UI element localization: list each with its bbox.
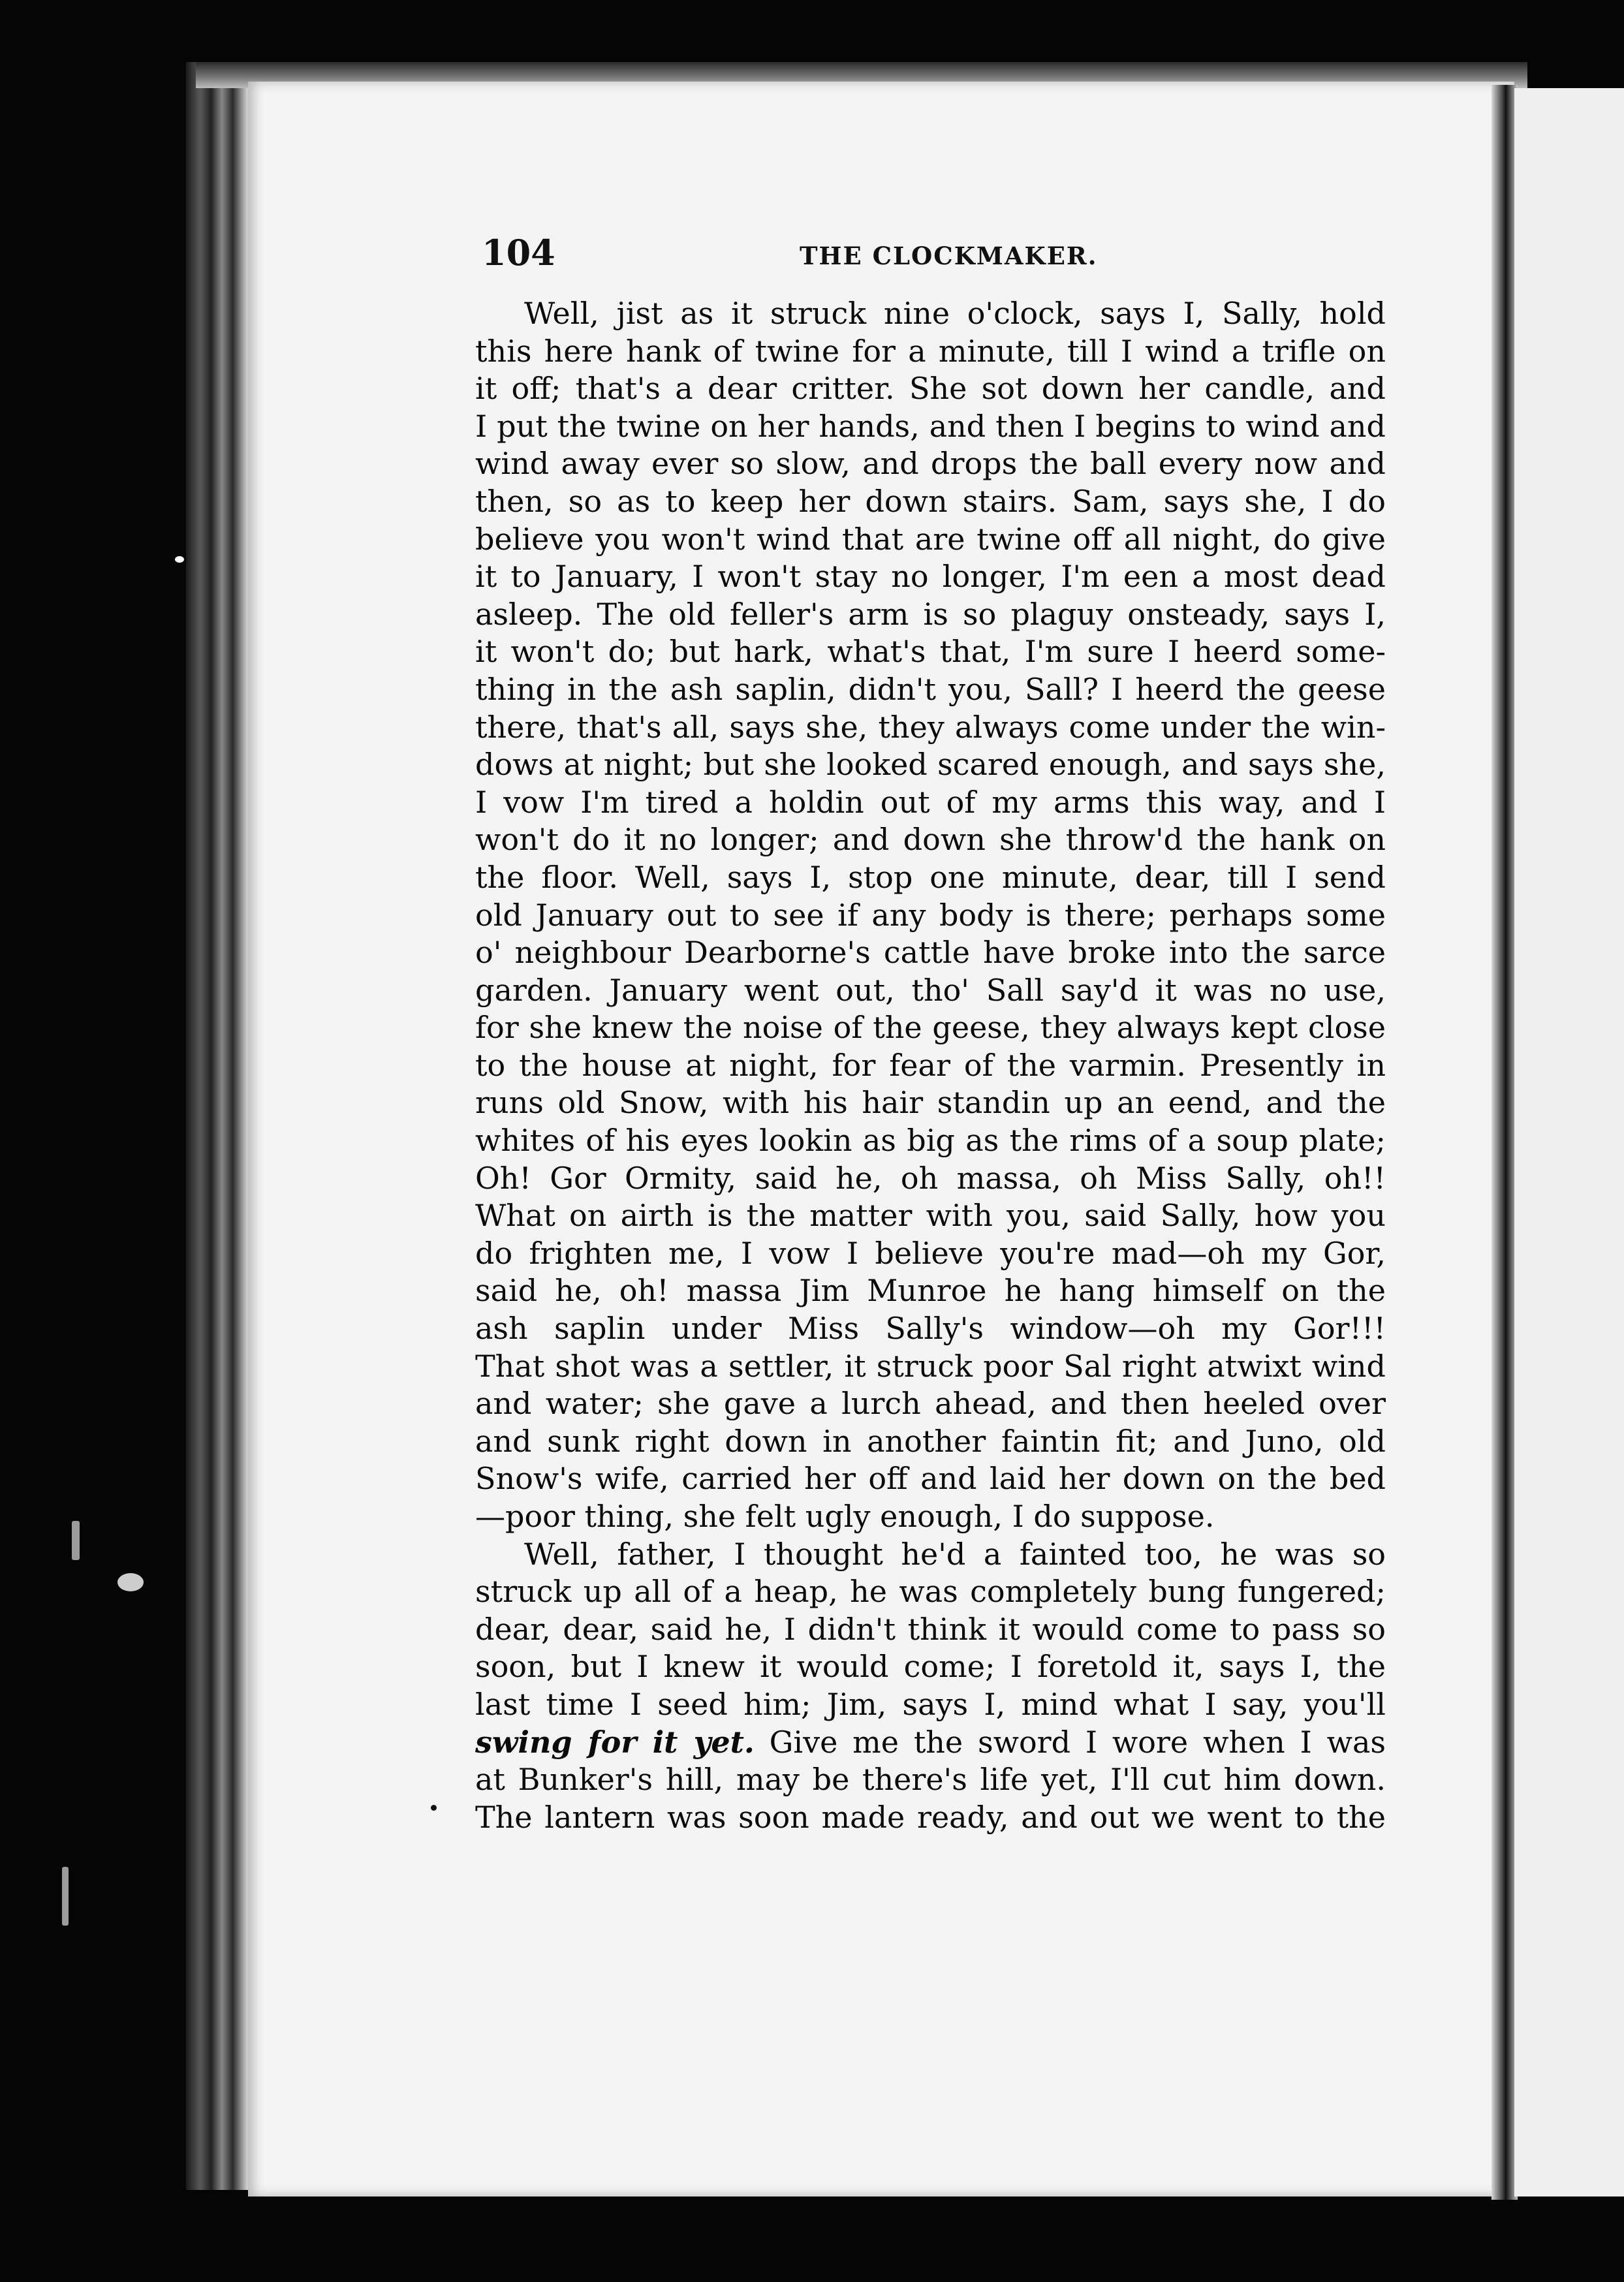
text-line: thing in the ash saplin, didn't you, Sall? I heerd the geese <box>475 671 1386 707</box>
text-line: to the house at night, for fear of the varmin. Presently in <box>475 1047 1386 1083</box>
text-line: wind away ever so slow, and drops the ball every now and <box>475 446 1386 482</box>
text-line: and sunk right down in another faintin fit; and Juno, old <box>475 1423 1386 1459</box>
text-line: I vow I'm tired a holdin out of my arms this way, and I <box>475 784 1386 820</box>
text-line: old January out to see if any body is there; perhaps some <box>475 897 1386 933</box>
text-line: said he, oh! massa Jim Munroe he hang himself on the <box>475 1273 1386 1309</box>
text-line: runs old Snow, with his hair standin up an eend, and the <box>475 1085 1386 1121</box>
scan-speck <box>431 1805 437 1811</box>
body-text <box>475 295 1386 1836</box>
text-line: What on airth is the matter with you, said Sally, how you <box>475 1198 1386 1234</box>
text-line: o' neighbour Dearborne's cattle have broke into the sarce <box>475 935 1386 971</box>
text-line: Snow's wife, carried her off and laid her down on the bed <box>475 1461 1386 1497</box>
text-line: ash saplin under Miss Sally's window—oh my Gor!!! <box>475 1311 1386 1347</box>
text-line: —poor thing, she felt ugly enough, I do suppose. <box>475 1499 1215 1534</box>
scan-speck <box>175 556 184 563</box>
text-line: believe you won't wind that are twine off all night, do give <box>475 521 1386 557</box>
text-line: at Bunker's hill, may be there's life yet, I'll cut him down. <box>475 1762 1386 1798</box>
line-continuation: Give me the sword I wore when I was <box>754 1724 1386 1760</box>
text-line: dear, dear, said he, I didn't think it would come to pass so <box>475 1611 1386 1647</box>
page-gutter <box>1491 85 1518 2200</box>
text-line: struck up all of a heap, he was completely bung fungered; <box>475 1574 1386 1610</box>
text-line: this here hank of twine for a minute, till I wind a trifle on <box>475 333 1386 369</box>
text-line: dows at night; but she looked scared enough, and says she, <box>475 747 1386 783</box>
text-line: Oh! Gor Ormity, said he, oh massa, oh Miss Sally, oh!! <box>475 1160 1386 1196</box>
text-line-italic-phrase <box>475 1724 1386 1762</box>
text-line: won't do it no longer; and down she throw'd the hank on <box>475 822 1386 858</box>
text-line: The lantern was soon made ready, and out we went to the <box>475 1799 1386 1835</box>
text-line: then, so as to keep her down stairs. Sam, says she, I do <box>475 483 1386 519</box>
text-line: it to January, I won't stay no longer, I'm een a most dead <box>475 559 1386 595</box>
page-number: 104 <box>482 232 555 274</box>
text-line: asleep. The old feller's arm is so plaguy onsteady, says I, <box>475 596 1386 632</box>
scan-speck <box>62 1867 69 1926</box>
text-line: last time I seed him; Jim, says I, mind what I say, you'll <box>475 1686 1386 1722</box>
italic-phrase: swing for it yet. <box>475 1724 755 1760</box>
book-binding-edge <box>186 62 258 2190</box>
text-line: garden. January went out, tho' Sall say'd it was no use, <box>475 972 1386 1008</box>
text-line: I put the twine on her hands, and then I begins to wind and <box>475 408 1386 444</box>
text-line: there, that's all, says she, they always come under the win- <box>475 709 1386 745</box>
text-line: do frighten me, I vow I believe you're mad—oh my Gor, <box>475 1235 1386 1271</box>
text-line: whites of his eyes lookin as big as the rims of a soup plate; <box>475 1123 1386 1159</box>
text-line: it off; that's a dear critter. She sot down her candle, and <box>475 371 1386 407</box>
text-line: and water; she gave a lurch ahead, and then heeled over <box>475 1386 1386 1422</box>
scan-speck <box>72 1521 80 1560</box>
text-line: soon, but I knew it would come; I foretold it, says I, the <box>475 1649 1386 1685</box>
text-line: for she knew the noise of the geese, they always kept close <box>475 1010 1386 1046</box>
text-line: Well, jist as it struck nine o'clock, says I, Sally, hold <box>524 296 1386 331</box>
scan-speck <box>117 1573 144 1591</box>
text-line: That shot was a settler, it struck poor Sal right atwixt wind <box>475 1348 1386 1384</box>
text-line: Well, father, I thought he'd a fainted too, he was so <box>524 1536 1386 1572</box>
text-line: it won't do; but hark, what's that, I'm sure I heerd some- <box>475 634 1386 670</box>
facing-page-fragment <box>1514 88 1624 2196</box>
text-line: the floor. Well, says I, stop one minute, dear, till I send <box>475 859 1386 895</box>
running-title: THE CLOCKMAKER. <box>800 242 1098 270</box>
